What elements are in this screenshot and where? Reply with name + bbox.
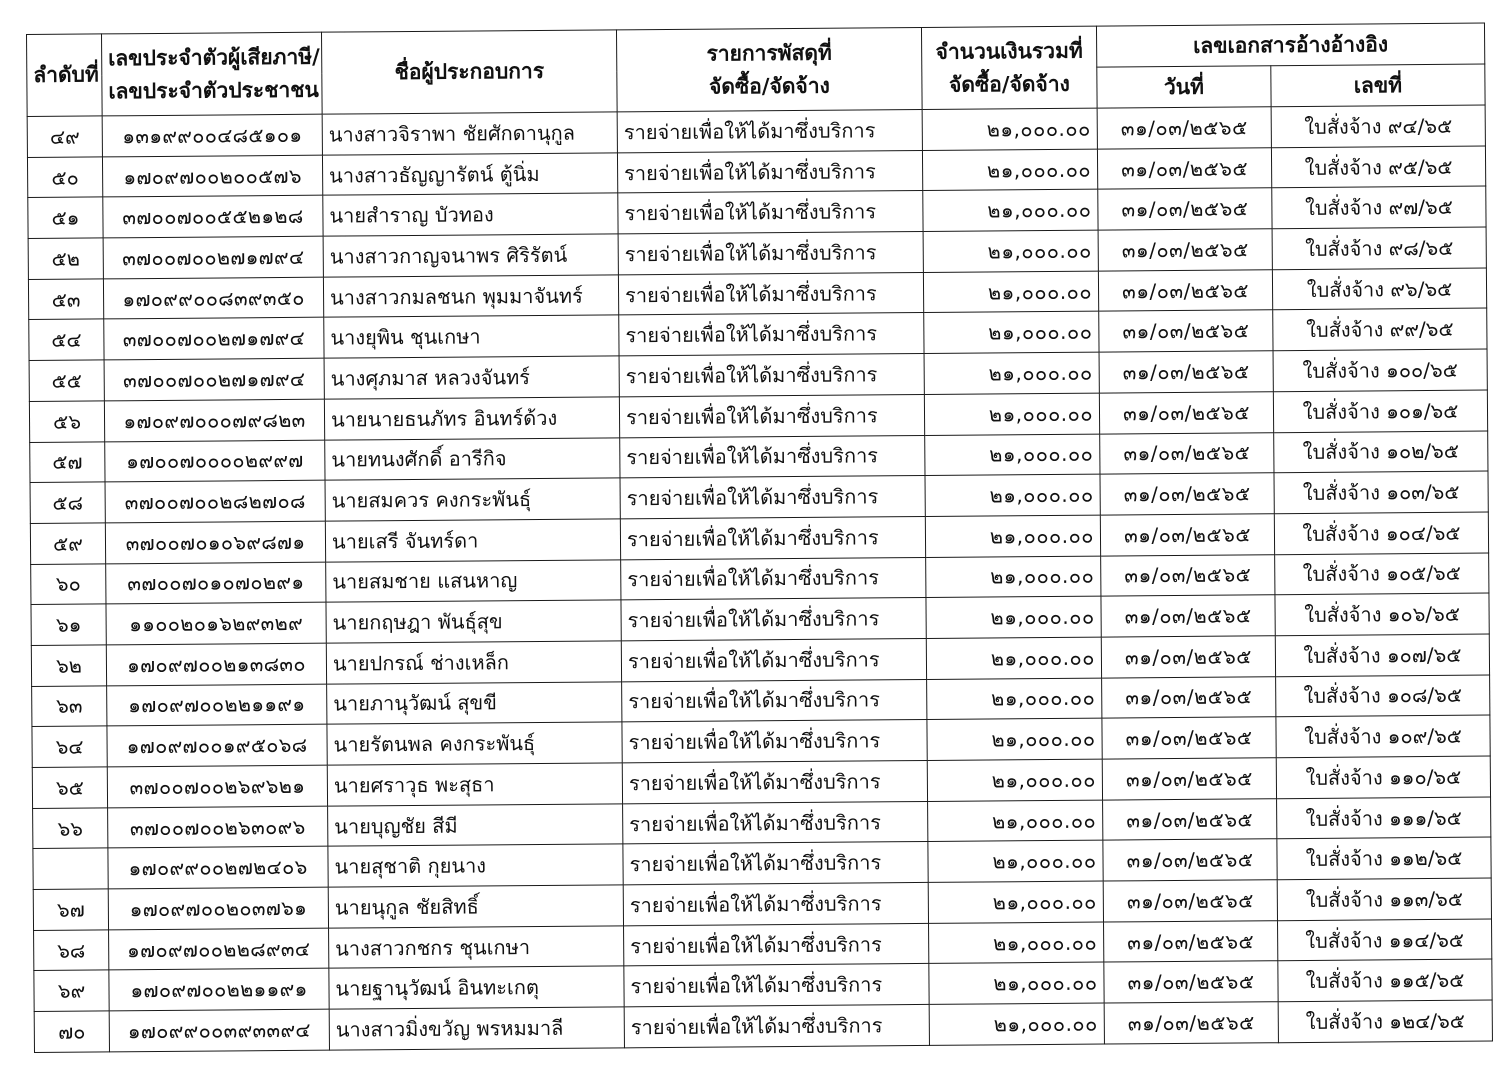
taxpayer-id: ๑๗๐๙๙๐๐๓๙๓๓๙๔	[109, 1009, 329, 1051]
reference-date: ๓๑/๐๓/๒๕๖๕	[1104, 961, 1278, 1003]
taxpayer-id: ๑๗๐๙๗๐๐๒๑๓๘๓๐	[106, 643, 326, 685]
vendor-name: นายเสรี จันทร์ดา	[325, 519, 620, 562]
vendor-name: นางสาวกาญจนาพร ศิริรัตน์	[323, 234, 618, 277]
procurement-item: รายจ่ายเพื่อให้ได้มาซึ่งบริการ	[621, 638, 926, 681]
vendor-name: นายภานุวัฒน์ สุขขี	[327, 681, 622, 724]
vendor-name: นายนุกูล ชัยสิทธิ์	[328, 885, 623, 928]
reference-date: ๓๑/๐๓/๒๕๖๕	[1102, 676, 1276, 718]
row-number: ๖๓	[32, 686, 107, 727]
header-tax-line1: เลขประจำตัวผู้เสียภาษี/	[108, 44, 320, 70]
reference-date: ๓๑/๐๓/๒๕๖๕	[1099, 310, 1273, 352]
amount: ๒๑,๐๐๐.๐๐	[925, 515, 1100, 557]
taxpayer-id: ๓๗๐๐๗๐๐๕๕๒๑๒๘	[103, 196, 323, 238]
reference-number: ใบสั่งจ้าง ๑๑๑/๖๕	[1277, 797, 1491, 839]
reference-date: ๓๑/๐๓/๒๕๖๕	[1104, 1002, 1278, 1044]
reference-date: ๓๑/๐๓/๒๕๖๕	[1103, 880, 1277, 922]
procurement-item: รายจ่ายเพื่อให้ได้มาซึ่งบริการ	[620, 516, 925, 559]
row-number: ๖๑	[31, 604, 106, 645]
procurement-item: รายจ่ายเพื่อให้ได้มาซึ่งบริการ	[618, 232, 923, 275]
vendor-name: นางสาวธัญญารัตน์ ตู้นิ่ม	[322, 153, 617, 196]
procurement-item: รายจ่ายเพื่อให้ได้มาซึ่งบริการ	[619, 354, 924, 397]
procurement-item: รายจ่ายเพื่อให้ได้มาซึ่งบริการ	[620, 435, 925, 478]
taxpayer-id: ๑๗๐๙๗๐๐๒๐๓๗๖๑	[108, 887, 328, 929]
reference-number: ใบสั่งจ้าง ๑๐๘/๖๕	[1276, 675, 1490, 717]
taxpayer-id: ๑๗๐๙๙๐๐๒๗๒๔๐๖	[108, 847, 328, 889]
amount: ๒๑,๐๐๐.๐๐	[922, 108, 1097, 150]
taxpayer-id: ๓๗๐๐๗๐๐๒๗๑๗๙๔	[104, 358, 324, 400]
reference-date: ๓๑/๐๓/๒๕๖๕	[1097, 147, 1271, 189]
reference-date: ๓๑/๐๓/๒๕๖๕	[1099, 351, 1273, 393]
reference-number: ใบสั่งจ้าง ๙๗/๖๕	[1272, 186, 1486, 228]
row-number: ๕๖	[29, 401, 104, 442]
amount: ๒๑,๐๐๐.๐๐	[928, 881, 1103, 923]
header-tax-line2: เลขประจำตัวประชาชน	[108, 77, 319, 103]
reference-number: ใบสั่งจ้าง ๑๒๔/๖๕	[1278, 1000, 1492, 1042]
amount: ๒๑,๐๐๐.๐๐	[927, 678, 1102, 720]
vendor-name: นายสมชาย แสนหาญ	[326, 559, 621, 602]
row-number: ๕๘	[30, 482, 105, 523]
vendor-name: นายนายธนภัทร อินทร์ด้วง	[324, 397, 619, 440]
reference-number: ใบสั่งจ้าง ๑๐๐/๖๕	[1273, 349, 1487, 391]
taxpayer-id: ๑๓๑๙๙๐๐๔๘๕๑๐๑	[102, 114, 322, 156]
row-number: ๖๒	[31, 645, 106, 686]
header-reference: เลขเอกสารอ้างอ้างอิง	[1096, 23, 1484, 67]
reference-number: ใบสั่งจ้าง ๑๐๓/๖๕	[1274, 471, 1488, 513]
procurement-item: รายจ่ายเพื่อให้ได้มาซึ่งบริการ	[619, 313, 924, 356]
reference-number: ใบสั่งจ้าง ๙๘/๖๕	[1272, 227, 1486, 269]
procurement-item: รายจ่ายเพื่อให้ได้มาซึ่งบริการ	[618, 272, 923, 315]
reference-date: ๓๑/๐๓/๒๕๖๕	[1098, 269, 1272, 311]
reference-date: ๓๑/๐๓/๒๕๖๕	[1098, 188, 1272, 230]
procurement-item: รายจ่ายเพื่อให้ได้มาซึ่งบริการ	[619, 394, 924, 437]
taxpayer-id: ๑๗๐๙๗๐๐๒๒๑๑๙๑	[107, 684, 327, 726]
procurement-item: รายจ่ายเพื่อให้ได้มาซึ่งบริการ	[617, 150, 922, 193]
row-number: ๕๐	[27, 157, 102, 198]
vendor-name: นายสุชาติ กุยนาง	[328, 844, 623, 887]
row-number: ๖๔	[32, 726, 107, 767]
row-number: ๖๖	[33, 808, 108, 849]
vendor-name: นายรัตนพล คงกระพันธุ์	[327, 722, 622, 765]
procurement-table	[26, 23, 1493, 1053]
table-header	[27, 23, 1486, 116]
vendor-name: นางสาวมิ่งขวัญ พรหมมาลี	[329, 1007, 624, 1050]
amount: ๒๑,๐๐๐.๐๐	[922, 149, 1097, 191]
reference-number: ใบสั่งจ้าง ๑๐๗/๖๕	[1275, 634, 1489, 676]
header-ref-number: เลขที่	[1271, 64, 1485, 107]
taxpayer-id: ๑๗๐๐๗๐๐๐๐๒๙๙๗	[105, 440, 325, 482]
reference-date: ๓๑/๐๓/๒๕๖๕	[1103, 839, 1277, 881]
amount: ๒๑,๐๐๐.๐๐	[925, 474, 1100, 516]
header-name: ชื่อผู้ประกอบการ	[321, 30, 617, 114]
row-number: ๖๐	[31, 563, 106, 604]
row-number: ๖๗	[33, 889, 108, 930]
taxpayer-id: ๑๗๐๙๙๐๐๘๓๙๓๕๐	[103, 277, 323, 319]
procurement-item: รายจ่ายเพื่อให้ได้มาซึ่งบริการ	[618, 191, 923, 234]
taxpayer-id: ๓๗๐๐๗๐๑๐๗๐๒๙๑	[106, 562, 326, 604]
row-number: ๕๔	[29, 319, 104, 360]
row-number: ๕๙	[30, 523, 105, 564]
taxpayer-id: ๑๗๐๙๗๐๐๐๗๙๘๒๓	[104, 399, 324, 441]
row-number	[33, 848, 108, 889]
reference-number: ใบสั่งจ้าง ๑๑๒/๖๕	[1277, 837, 1491, 879]
reference-date: ๓๑/๐๓/๒๕๖๕	[1097, 107, 1271, 149]
vendor-name: นางยุพิน ชุนเกษา	[324, 315, 619, 358]
row-number: ๕๕	[29, 360, 104, 401]
amount: ๒๑,๐๐๐.๐๐	[924, 352, 1099, 394]
reference-number: ใบสั่งจ้าง ๑๑๐/๖๕	[1276, 756, 1490, 798]
procurement-item: รายจ่ายเพื่อให้ได้มาซึ่งบริการ	[623, 842, 928, 885]
vendor-name: นายสำราญ บัวทอง	[323, 193, 618, 236]
taxpayer-id: ๑๑๐๐๒๐๑๖๒๙๓๒๙	[106, 602, 326, 644]
header-item-line2: จัดซื้อ/จัดจ้าง	[708, 73, 830, 99]
reference-number: ใบสั่งจ้าง ๑๑๕/๖๕	[1278, 959, 1492, 1001]
amount: ๒๑,๐๐๐.๐๐	[929, 922, 1104, 964]
procurement-item: รายจ่ายเพื่อให้ได้มาซึ่งบริการ	[622, 720, 927, 763]
reference-date: ๓๑/๐๓/๒๕๖๕	[1101, 554, 1275, 596]
vendor-name: นายฐานุวัฒน์ อินทะเกตุ	[329, 966, 624, 1009]
reference-number: ใบสั่งจ้าง ๙๕/๖๕	[1271, 146, 1485, 188]
procurement-item: รายจ่ายเพื่อให้ได้มาซึ่งบริการ	[624, 964, 929, 1007]
vendor-name: นางสาวกชกร ชุนเกษา	[329, 926, 624, 969]
procurement-document	[26, 23, 1492, 1053]
row-number: ๖๕	[32, 767, 107, 808]
reference-number: ใบสั่งจ้าง ๙๖/๖๕	[1272, 268, 1486, 310]
reference-date: ๓๑/๐๓/๒๕๖๕	[1102, 758, 1276, 800]
reference-number: ใบสั่งจ้าง ๑๐๑/๖๕	[1273, 390, 1487, 432]
taxpayer-id: ๓๗๐๐๗๐๐๒๖๓๐๙๖	[108, 806, 328, 848]
vendor-name: นางสาวจิราพา ชัยศักดานุกูล	[322, 112, 617, 155]
reference-date: ๓๑/๐๓/๒๕๖๕	[1100, 473, 1274, 515]
amount: ๒๑,๐๐๐.๐๐	[926, 637, 1101, 679]
row-number: ๕๒	[28, 238, 103, 279]
reference-date: ๓๑/๐๓/๒๕๖๕	[1100, 432, 1274, 474]
reference-date: ๓๑/๐๓/๒๕๖๕	[1098, 229, 1272, 271]
reference-date: ๓๑/๐๓/๒๕๖๕	[1101, 636, 1275, 678]
vendor-name: นายสมควร คงกระพันธุ์	[325, 478, 620, 521]
amount: ๒๑,๐๐๐.๐๐	[926, 596, 1101, 638]
amount: ๒๑,๐๐๐.๐๐	[925, 434, 1100, 476]
amount: ๒๑,๐๐๐.๐๐	[929, 1003, 1104, 1045]
vendor-name: นายปกรณ์ ช่างเหล็ก	[326, 641, 621, 684]
amount: ๒๑,๐๐๐.๐๐	[923, 230, 1098, 272]
amount: ๒๑,๐๐๐.๐๐	[927, 718, 1102, 760]
header-tax-id	[102, 32, 323, 116]
header-date: วันที่	[1097, 66, 1271, 108]
taxpayer-id: ๓๗๐๐๗๐๐๒๗๑๗๙๔	[104, 318, 324, 360]
procurement-item: รายจ่ายเพื่อให้ได้มาซึ่งบริการ	[621, 557, 926, 600]
reference-date: ๓๑/๐๓/๒๕๖๕	[1101, 595, 1275, 637]
vendor-name: นางศุภมาส หลวงจันทร์	[324, 356, 619, 399]
header-amount-line1: จำนวนเงินรวมที่	[935, 38, 1083, 64]
procurement-item: รายจ่ายเพื่อให้ได้มาซึ่งบริการ	[620, 476, 925, 519]
taxpayer-id: ๓๗๐๐๗๐๐๒๗๑๗๙๔	[103, 236, 323, 278]
reference-number: ใบสั่งจ้าง ๑๐๒/๖๕	[1274, 431, 1488, 473]
taxpayer-id: ๑๗๐๙๗๐๐๒๒๑๑๙๑	[109, 969, 329, 1011]
amount: ๒๑,๐๐๐.๐๐	[927, 759, 1102, 801]
reference-date: ๓๑/๐๓/๒๕๖๕	[1099, 392, 1273, 434]
taxpayer-id: ๑๗๐๙๗๐๐๒๒๘๙๓๔	[109, 928, 329, 970]
row-number: ๕๗	[30, 441, 105, 482]
header-amount-line2: จัดซื้อ/จัดจ้าง	[948, 71, 1070, 97]
amount: ๒๑,๐๐๐.๐๐	[924, 393, 1099, 435]
header-amount	[921, 26, 1097, 109]
header-no: ลำดับที่	[27, 34, 103, 117]
table-body	[27, 105, 1492, 1052]
procurement-item: รายจ่ายเพื่อให้ได้มาซึ่งบริการ	[624, 1005, 929, 1048]
reference-number: ใบสั่งจ้าง ๙๔/๖๕	[1271, 105, 1485, 147]
reference-number: ใบสั่งจ้าง ๑๑๔/๖๕	[1278, 919, 1492, 961]
vendor-name: นายศราวุธ พะสุธา	[327, 763, 622, 806]
amount: ๒๑,๐๐๐.๐๐	[926, 556, 1101, 598]
taxpayer-id: ๑๗๐๙๗๐๐๑๙๕๐๖๘	[107, 724, 327, 766]
reference-number: ใบสั่งจ้าง ๑๐๖/๖๕	[1275, 593, 1489, 635]
procurement-item: รายจ่ายเพื่อให้ได้มาซึ่งบริการ	[624, 923, 929, 966]
amount: ๒๑,๐๐๐.๐๐	[929, 963, 1104, 1005]
row-number: ๔๙	[27, 116, 102, 157]
amount: ๒๑,๐๐๐.๐๐	[923, 189, 1098, 231]
reference-number: ใบสั่งจ้าง ๑๐๙/๖๕	[1276, 715, 1490, 757]
row-number: ๖๙	[34, 970, 109, 1011]
procurement-item: รายจ่ายเพื่อให้ได้มาซึ่งบริการ	[622, 679, 927, 722]
reference-date: ๓๑/๐๓/๒๕๖๕	[1100, 514, 1274, 556]
taxpayer-id: ๓๗๐๐๗๐๐๒๘๒๗๐๘	[105, 480, 325, 522]
amount: ๒๑,๐๐๐.๐๐	[923, 271, 1098, 313]
procurement-item: รายจ่ายเพื่อให้ได้มาซึ่งบริการ	[621, 598, 926, 641]
header-item-line1: รายการพัสดุที่	[706, 40, 832, 66]
procurement-item: รายจ่ายเพื่อให้ได้มาซึ่งบริการ	[622, 760, 927, 803]
header-item	[616, 27, 922, 111]
vendor-name: นางสาวกมลชนก พุมมาจันทร์	[323, 275, 618, 318]
amount: ๒๑,๐๐๐.๐๐	[928, 840, 1103, 882]
taxpayer-id: ๑๗๐๙๗๐๐๒๐๐๕๗๖	[102, 155, 322, 197]
amount: ๒๑,๐๐๐.๐๐	[928, 800, 1103, 842]
reference-number: ใบสั่งจ้าง ๑๑๓/๖๕	[1277, 878, 1491, 920]
reference-date: ๓๑/๐๓/๒๕๖๕	[1103, 798, 1277, 840]
taxpayer-id: ๓๗๐๐๗๐๐๒๖๙๖๒๑	[107, 765, 327, 807]
reference-number: ใบสั่งจ้าง ๑๐๔/๖๕	[1274, 512, 1488, 554]
row-number: ๗๐	[34, 1011, 109, 1052]
vendor-name: นายบุญชัย สีมี	[328, 804, 623, 847]
reference-date: ๓๑/๐๓/๒๕๖๕	[1102, 717, 1276, 759]
vendor-name: นายทนงศักดิ์ อารีกิจ	[325, 437, 620, 480]
reference-number: ใบสั่งจ้าง ๙๙/๖๕	[1273, 308, 1487, 350]
procurement-item: รายจ่ายเพื่อให้ได้มาซึ่งบริการ	[617, 109, 922, 152]
reference-number: ใบสั่งจ้าง ๑๐๕/๖๕	[1275, 553, 1489, 595]
procurement-item: รายจ่ายเพื่อให้ได้มาซึ่งบริการ	[623, 801, 928, 844]
taxpayer-id: ๓๗๐๐๗๐๑๐๖๙๘๗๑	[105, 521, 325, 563]
reference-date: ๓๑/๐๓/๒๕๖๕	[1104, 920, 1278, 962]
vendor-name: นายกฤษฎา พันธุ์สุข	[326, 600, 621, 643]
row-number: ๕๑	[28, 197, 103, 238]
row-number: ๖๘	[34, 930, 109, 971]
amount: ๒๑,๐๐๐.๐๐	[924, 312, 1099, 354]
procurement-item: รายจ่ายเพื่อให้ได้มาซึ่งบริการ	[623, 883, 928, 926]
row-number: ๕๓	[28, 279, 103, 320]
